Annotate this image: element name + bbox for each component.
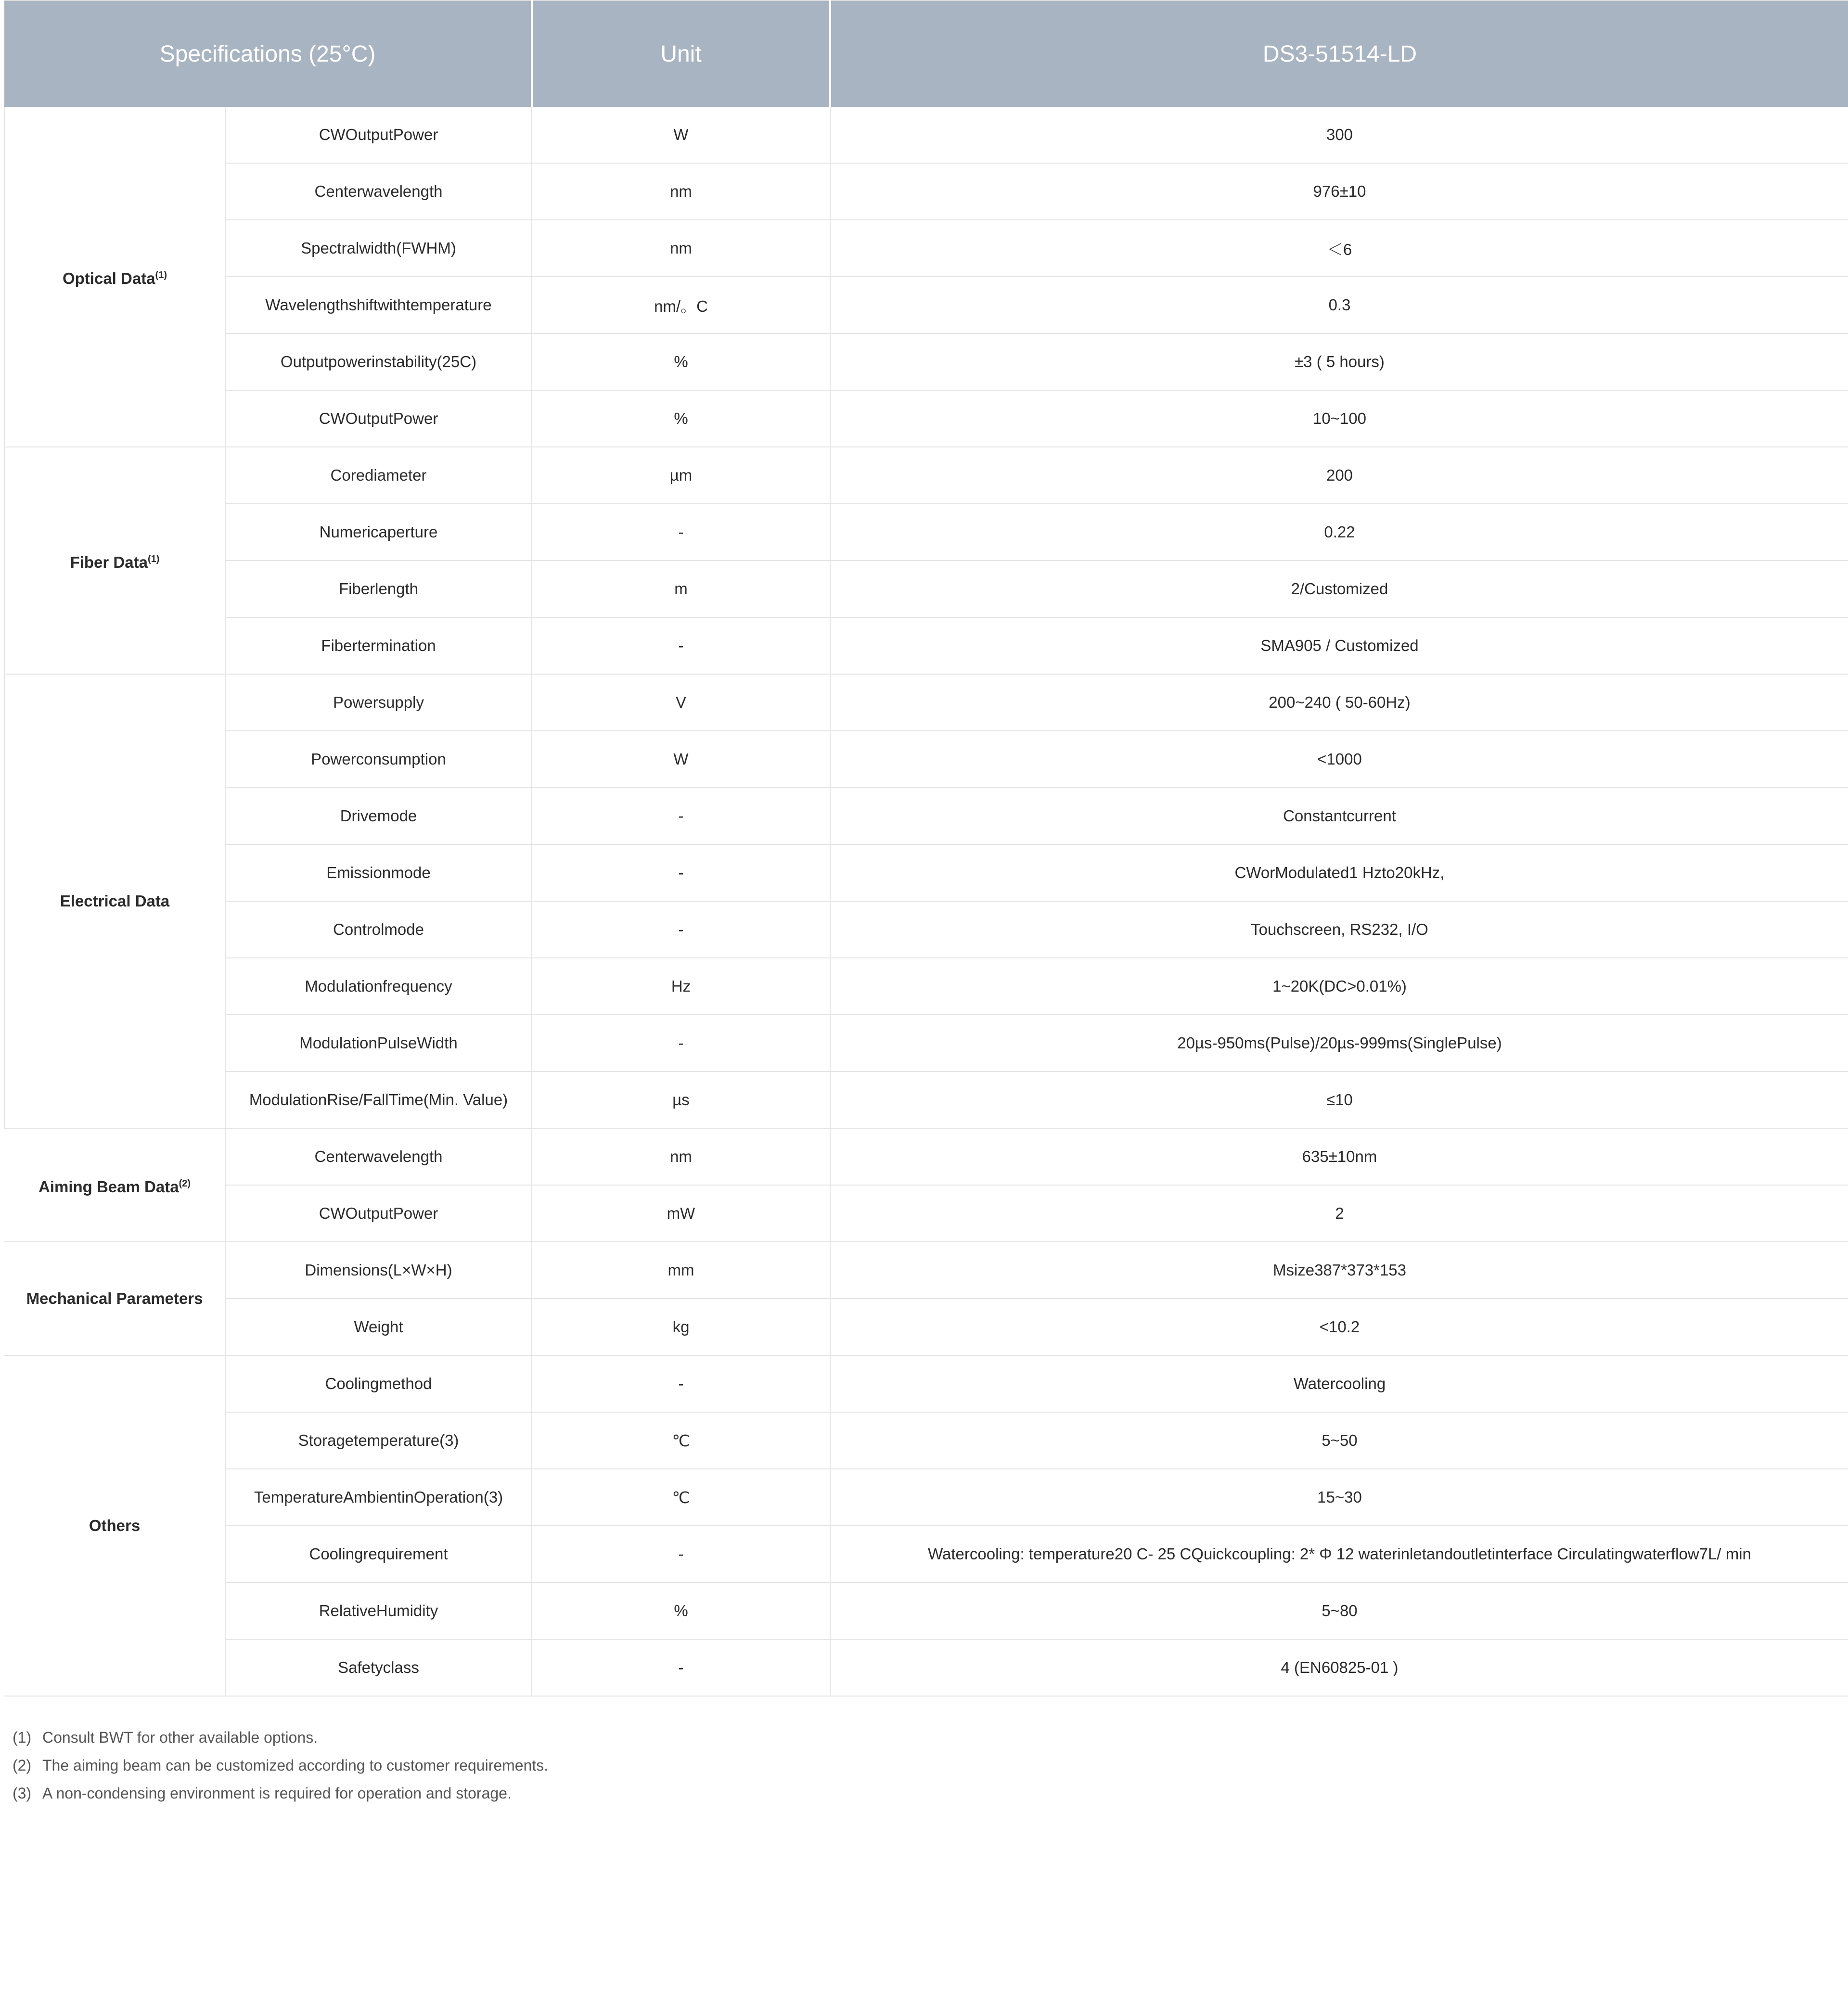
group-label: Fiber Data [70,553,148,571]
value-cell: ±3 ( 5 hours) [830,333,1848,390]
unit-cell: - [532,901,830,958]
table-row [4,1355,1848,1412]
unit-cell: % [532,390,830,447]
table-row [4,844,1848,901]
unit-cell: ℃ [532,1469,830,1526]
table-header-row [4,0,1848,107]
value-cell: 0.3 [830,277,1848,333]
unit-cell: nm/。C [532,277,830,333]
parameter-cell: Spectralwidth(FWHM) [225,220,532,277]
parameter-cell: Corediameter [225,447,532,504]
footnote-text: A non-condensing environment is required for operation and storage. [42,1785,512,1802]
value-cell: Msize387*373*153 [830,1242,1848,1299]
table-row [4,1412,1848,1469]
table-row [4,788,1848,844]
table-row [4,1582,1848,1639]
parameter-cell: Dimensions(L×W×H) [225,1242,532,1299]
parameter-cell: Centerwavelength [225,1128,532,1185]
value-cell: 2 [830,1185,1848,1242]
parameter-cell: Powersupply [225,674,532,731]
parameter-cell: Modulationfrequency [225,958,532,1015]
table-row [4,1639,1848,1696]
parameter-cell: Coolingrequirement [225,1526,532,1582]
table-row [4,1526,1848,1582]
value-cell: Touchscreen, RS232, I/O [830,901,1848,958]
unit-cell: W [532,107,830,163]
parameter-cell: ModulationPulseWidth [225,1015,532,1072]
table-row [4,958,1848,1015]
value-cell: 20µs-950ms(Pulse)/20µs-999ms(SinglePulse) [830,1015,1848,1072]
group-label: Mechanical Parameters [26,1289,203,1307]
parameter-cell: CWOutputPower [225,390,532,447]
table-row [4,107,1848,163]
unit-cell: - [532,788,830,844]
value-cell: 10~100 [830,390,1848,447]
spec-table [4,0,1848,1697]
unit-cell: - [532,617,830,674]
table-row [4,561,1848,617]
value-cell: <10.2 [830,1299,1848,1355]
table-row [4,1128,1848,1185]
footnote-ref: (2) [179,1178,191,1189]
value-cell: Constantcurrent [830,788,1848,844]
table-row [4,1072,1848,1128]
value-cell: 15~30 [830,1469,1848,1526]
unit-cell: nm [532,1128,830,1185]
group-label-cell [4,1355,225,1696]
group-label: Electrical Data [60,892,170,910]
unit-cell: - [532,1526,830,1582]
parameter-cell: Centerwavelength [225,163,532,220]
parameter-cell: Powerconsumption [225,731,532,788]
footnote-number: (2) [13,1757,32,1774]
parameter-cell: Wavelengthshiftwithtemperature [225,277,532,333]
parameter-cell: Emissionmode [225,844,532,901]
table-row [4,333,1848,390]
value-cell: 0.22 [830,504,1848,561]
table-row [4,674,1848,731]
parameter-cell: Controlmode [225,901,532,958]
group-label-cell [4,1128,225,1242]
parameter-cell: CWOutputPower [225,107,532,163]
parameter-cell: Fibertermination [225,617,532,674]
parameter-cell: Drivemode [225,788,532,844]
parameter-cell: Numericaperture [225,504,532,561]
table-row [4,447,1848,504]
footnote-text: Consult BWT for other available options. [42,1729,318,1746]
table-row [4,504,1848,561]
value-cell: <1000 [830,731,1848,788]
footnote [13,1723,548,1751]
value-cell: 976±10 [830,163,1848,220]
value-cell: CWorModulated1 Hzto20kHz, [830,844,1848,901]
unit-cell: kg [532,1299,830,1355]
unit-cell: nm [532,163,830,220]
value-cell: 5~80 [830,1582,1848,1639]
value-cell: 200 [830,447,1848,504]
footnote [13,1751,548,1779]
value-cell: Watercooling: temperature20 C- 25 CQuickcoupling: 2* Φ 12 waterinletandoutletinterface Circulatingwaterflow7L/ min [830,1526,1848,1582]
value-cell: 5~50 [830,1412,1848,1469]
value-cell: 200~240 ( 50-60Hz) [830,674,1848,731]
group-label-cell [4,674,225,1128]
table-row [4,617,1848,674]
unit-cell: nm [532,220,830,277]
value-cell: 635±10nm [830,1128,1848,1185]
parameter-cell: Fiberlength [225,561,532,617]
unit-cell: mW [532,1185,830,1242]
value-cell: 1~20K(DC>0.01%) [830,958,1848,1015]
footnotes [13,1723,548,1807]
value-cell: 2/Customized [830,561,1848,617]
unit-cell: V [532,674,830,731]
table-row [4,390,1848,447]
value-cell: ≤10 [830,1072,1848,1128]
table-row [4,1185,1848,1242]
spec-table-body [4,107,1848,1696]
header-model: DS3-51514-LD [830,0,1848,107]
unit-cell: - [532,1015,830,1072]
unit-cell: - [532,1355,830,1412]
table-row [4,731,1848,788]
table-row [4,1015,1848,1072]
footnote-number: (1) [13,1729,32,1746]
table-row [4,1469,1848,1526]
table-row [4,1299,1848,1355]
value-cell: ＜6 [830,220,1848,277]
table-row [4,163,1848,220]
table-row [4,901,1848,958]
group-label-cell [4,107,225,447]
footnote [13,1779,548,1807]
group-label: Optical Data [62,269,155,287]
unit-cell: - [532,504,830,561]
parameter-cell: ModulationRise/FallTime(Min. Value) [225,1072,532,1128]
header-specifications: Specifications (25°C) [4,0,532,107]
value-cell: SMA905 / Customized [830,617,1848,674]
value-cell: 300 [830,107,1848,163]
table-row [4,1242,1848,1299]
footnote-ref: (1) [155,269,167,281]
parameter-cell: RelativeHumidity [225,1582,532,1639]
table-row [4,220,1848,277]
parameter-cell: Storagetemperature(3) [225,1412,532,1469]
header-unit: Unit [532,0,830,107]
parameter-cell: CWOutputPower [225,1185,532,1242]
parameter-cell: Outputpowerinstability(25C) [225,333,532,390]
unit-cell: Hz [532,958,830,1015]
unit-cell: µm [532,447,830,504]
footnote-ref: (1) [147,553,160,564]
unit-cell: - [532,1639,830,1696]
unit-cell: % [532,1582,830,1639]
table-row [4,277,1848,333]
unit-cell: ℃ [532,1412,830,1469]
group-label: Others [89,1517,141,1534]
parameter-cell: Coolingmethod [225,1355,532,1412]
unit-cell: µs [532,1072,830,1128]
footnote-number: (3) [13,1785,32,1802]
footnote-text: The aiming beam can be customized according to customer requirements. [42,1757,549,1774]
unit-cell: m [532,561,830,617]
group-label-cell [4,447,225,674]
unit-cell: W [532,731,830,788]
parameter-cell: Weight [225,1299,532,1355]
value-cell: Watercooling [830,1355,1848,1412]
parameter-cell: Safetyclass [225,1639,532,1696]
unit-cell: mm [532,1242,830,1299]
parameter-cell: TemperatureAmbientinOperation(3) [225,1469,532,1526]
value-cell: 4 (EN60825-01 ) [830,1639,1848,1696]
group-label-cell [4,1242,225,1355]
unit-cell: % [532,333,830,390]
group-label: Aiming Beam Data [38,1177,179,1196]
unit-cell: - [532,844,830,901]
